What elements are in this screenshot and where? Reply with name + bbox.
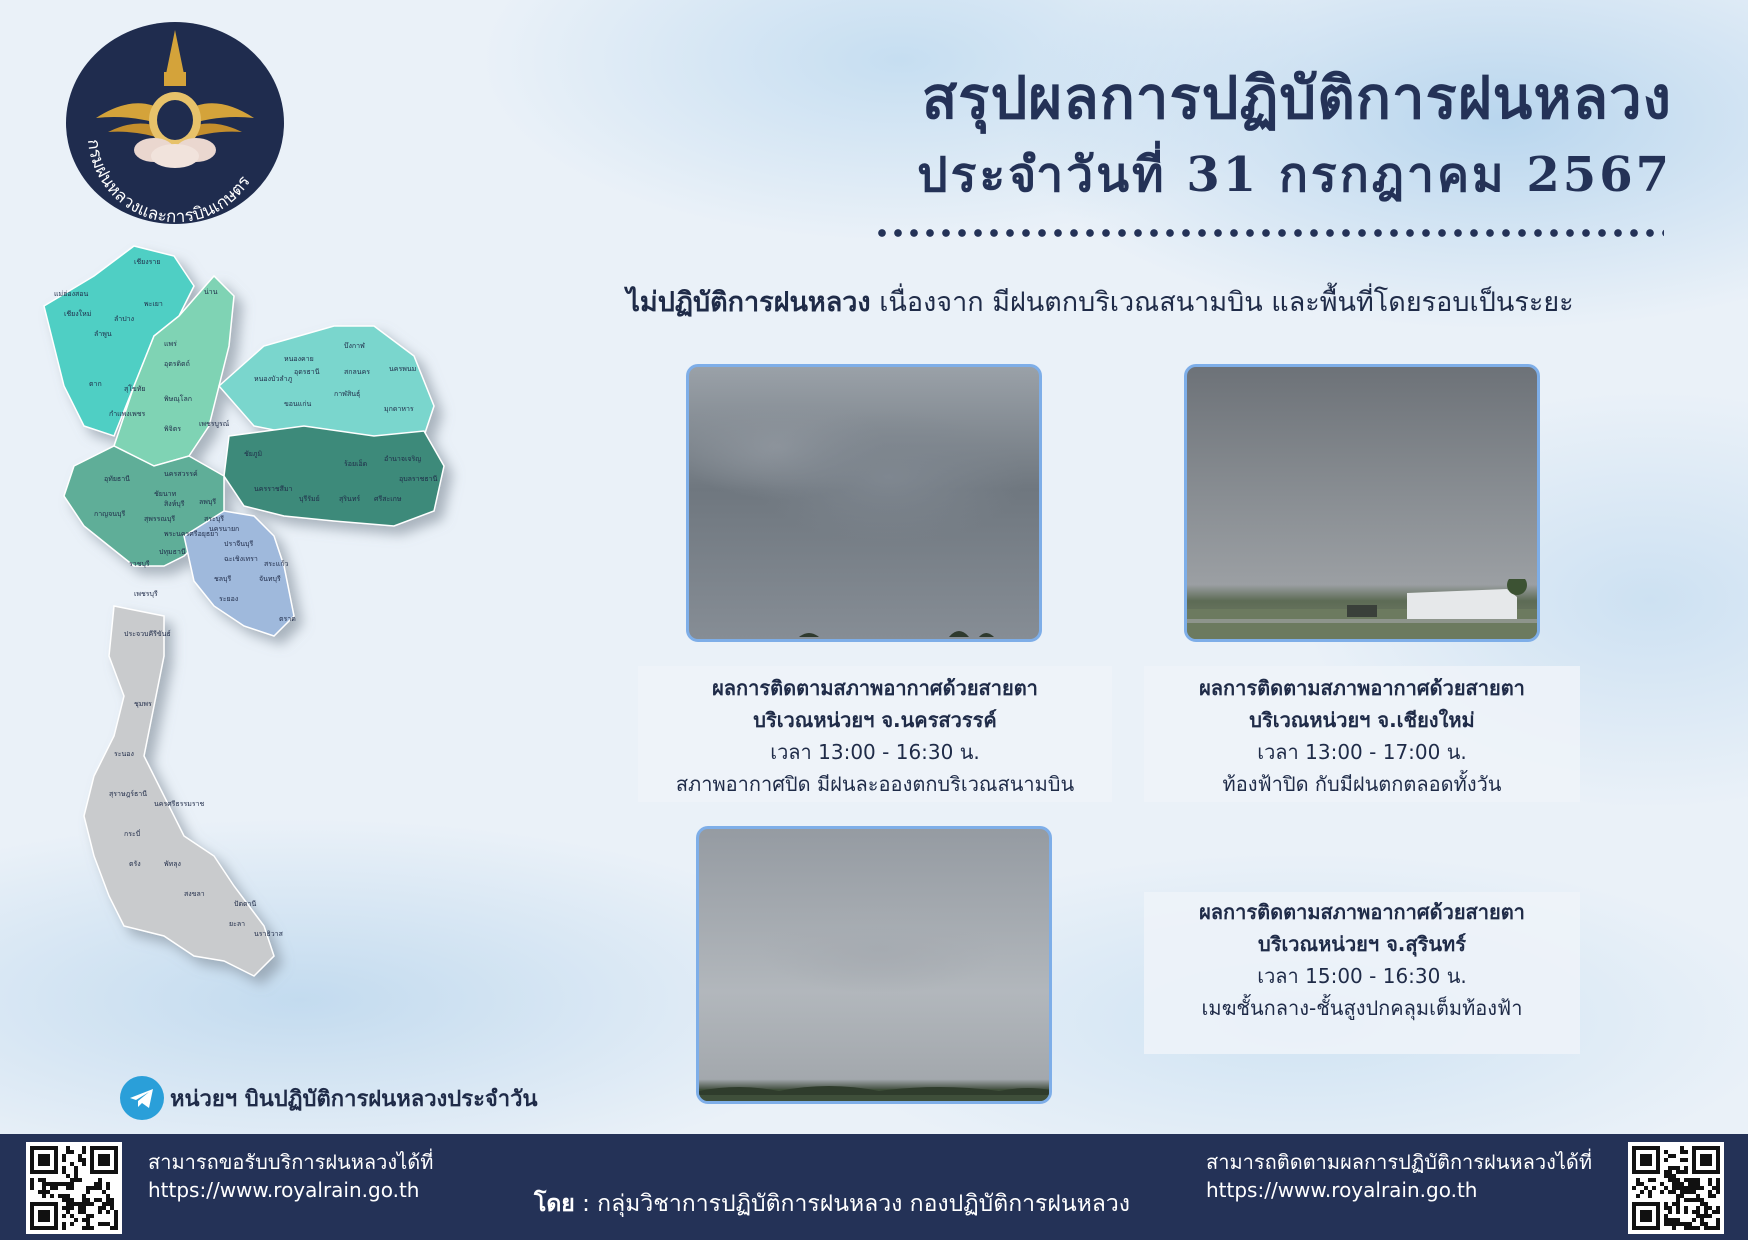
map-province-label: ประจวบคีรีขันธ์	[124, 630, 171, 638]
map-province-label: อุดรธานี	[294, 368, 320, 376]
footer-right-line: สามารถติดตามผลการปฏิบัติการฝนหลวงได้ที่	[1206, 1150, 1593, 1174]
map-province-label: พิจิตร	[164, 425, 182, 433]
map-province-label: ฉะเชิงเทรา	[224, 555, 258, 563]
map-province-label: แพร่	[164, 340, 177, 348]
map-province-label: กาญจนบุรี	[94, 510, 126, 518]
caption-location: บริเวณหน่วยฯ จ.เชียงใหม่	[1249, 708, 1475, 732]
map-province-label: นครสวรรค์	[164, 470, 198, 478]
map-province-label: ระยอง	[219, 595, 239, 603]
map-province-label: พิษณุโลก	[164, 395, 193, 403]
photo-nakhon-sawan-sky	[686, 364, 1042, 642]
map-province-label: ตรัง	[129, 860, 141, 868]
caption-heading: ผลการติดตามสภาพอากาศด้วยสายตา	[1199, 900, 1525, 924]
qr-pattern	[1632, 1146, 1720, 1230]
caption-time: เวลา 13:00 - 17:00 น.	[1257, 740, 1467, 764]
map-province-label: อำนาจเจริญ	[384, 455, 422, 463]
map-province-label: สุพรรณบุรี	[144, 515, 176, 523]
qr-pattern	[30, 1146, 118, 1230]
map-province-label: หนองคาย	[284, 355, 314, 363]
thailand-map	[14, 236, 484, 1056]
footer-left-line: สามารถขอรับบริการฝนหลวงได้ที่	[148, 1150, 434, 1174]
page-title	[917, 60, 1672, 210]
map-province-label: ชลบุรี	[214, 575, 232, 583]
map-province-label: เพชรบุรี	[134, 590, 158, 598]
logo-text: กรมฝนหลวงและการบินเกษตร	[82, 138, 255, 224]
title-dotted-divider	[874, 228, 1664, 238]
map-province-label: ปราจีนบุรี	[224, 540, 254, 548]
notice-bold: ไม่ปฏิบัติการฝนหลวง	[626, 287, 871, 318]
map-province-label: ปทุมธานี	[159, 548, 186, 556]
map-province-label: ชัยนาท	[154, 490, 177, 498]
map-province-label: กระบี่	[124, 830, 141, 838]
caption-detail: ท้องฟ้าปิด กับมีฝนตกตลอดทั้งวัน	[1222, 772, 1502, 796]
title-line-2: ประจำวันที่ 31 กรกฎาคม 2567	[917, 147, 1672, 203]
map-province-label: ขอนแก่น	[284, 400, 312, 408]
caption-chiang-mai	[1144, 666, 1580, 802]
notice-text	[520, 280, 1680, 323]
map-province-label: ศรีสะเกษ	[374, 495, 402, 503]
photo-chiang-mai-airfield	[1184, 364, 1540, 642]
footer-by-label: โดย	[534, 1191, 575, 1217]
map-province-label: อุตรดิตถ์	[164, 360, 190, 368]
map-province-label: พะเยา	[144, 300, 163, 308]
map-province-label: หนองบัวลำภู	[254, 375, 293, 383]
caption-surin	[1144, 892, 1580, 1054]
map-province-label: ชัยภูมิ	[244, 450, 263, 458]
map-province-label: สุโขทัย	[124, 385, 146, 393]
map-province-label: เชียงราย	[134, 258, 161, 266]
map-province-label: นครราชสีมา	[254, 485, 293, 493]
map-province-label: นครพนม	[389, 365, 417, 373]
map-province-label: ชุมพร	[134, 700, 152, 708]
map-province-label: พัทลุง	[164, 860, 181, 868]
map-province-label: จันทบุรี	[259, 575, 281, 583]
map-province-label: ตราด	[279, 615, 296, 623]
map-province-label: บึงกาฬ	[344, 342, 365, 350]
caption-detail: สภาพอากาศปิด มีฝนละอองตกบริเวณสนามบิน	[675, 772, 1075, 796]
map-province-label: สุรินทร์	[339, 495, 361, 503]
footer-by-text: : กลุ่มวิชาการปฏิบัติการฝนหลวง กองปฏิบัติการฝนหลวง	[574, 1191, 1130, 1217]
map-province-label: นครศรีธรรมราช	[154, 800, 205, 808]
footer-bar	[0, 1134, 1748, 1240]
map-province-label: สระแก้ว	[264, 560, 289, 568]
map-province-label: แม่ฮ่องสอน	[54, 290, 89, 298]
footer-left-text	[148, 1148, 433, 1204]
title-line-1: สรุปผลการปฏิบัติการฝนหลวง	[921, 64, 1672, 132]
map-province-label: เชียงใหม่	[64, 310, 92, 318]
map-province-label: ราชบุรี	[129, 560, 150, 568]
map-province-label: อุบลราชธานี	[399, 475, 438, 483]
map-province-label: ร้อยเอ็ด	[344, 460, 368, 468]
map-province-label: สิงห์บุรี	[164, 500, 185, 508]
map-province-label: กำแพงเพชร	[109, 410, 146, 418]
map-province-label: สระบุรี	[204, 515, 224, 523]
telegram-label: หน่วยฯ บินปฏิบัติการฝนหลวงประจำวัน	[170, 1086, 538, 1112]
caption-time: เวลา 15:00 - 16:30 น.	[1257, 964, 1467, 988]
caption-heading: ผลการติดตามสภาพอากาศด้วยสายตา	[1199, 676, 1525, 700]
footer-right-text	[1206, 1148, 1592, 1204]
map-province-label: ปัตตานี	[234, 900, 257, 908]
footer-left-url[interactable]: https://www.royalrain.go.th	[148, 1178, 420, 1202]
map-region-north-east-upper	[219, 326, 434, 441]
footer-right-url[interactable]: https://www.royalrain.go.th	[1206, 1178, 1478, 1202]
notice-rest: เนื่องจาก มีฝนตกบริเวณสนามบิน และพื้นที่โดยรอบเป็นระยะ	[870, 287, 1574, 318]
map-province-label: น่าน	[204, 288, 218, 296]
map-province-label: พระนครศรีอยุธยา	[164, 530, 219, 538]
qr-code-follow-results[interactable]	[1628, 1142, 1724, 1234]
map-province-label: ระนอง	[114, 750, 134, 758]
caption-location: บริเวณหน่วยฯ จ.นครสวรรค์	[753, 708, 997, 732]
caption-heading: ผลการติดตามสภาพอากาศด้วยสายตา	[712, 676, 1038, 700]
map-province-label: กาฬสินธุ์	[334, 390, 361, 398]
map-province-label: บุรีรัมย์	[299, 495, 320, 503]
map-province-label: ยะลา	[229, 920, 246, 928]
photo-surin-sky	[696, 826, 1052, 1104]
map-province-label: สกลนคร	[344, 368, 371, 376]
telegram-link[interactable]	[120, 1076, 538, 1120]
map-province-label: ลำพูน	[94, 330, 112, 338]
map-province-label: เพชรบูรณ์	[199, 420, 230, 428]
map-province-label: ลพบุรี	[199, 498, 217, 506]
department-logo	[66, 22, 284, 224]
map-province-label: อุทัยธานี	[104, 475, 130, 483]
map-province-label: สุราษฎร์ธานี	[109, 790, 148, 798]
caption-time: เวลา 13:00 - 16:30 น.	[770, 740, 980, 764]
map-province-label: มุกดาหาร	[384, 405, 414, 413]
map-province-label: สงขลา	[184, 890, 205, 898]
logo-emblem	[66, 22, 284, 224]
map-province-label: ตาก	[89, 380, 102, 388]
caption-location: บริเวณหน่วยฯ จ.สุรินทร์	[1258, 932, 1466, 956]
caption-nakhon-sawan	[638, 666, 1112, 802]
telegram-icon	[120, 1076, 164, 1120]
map-province-label: นครนายก	[209, 525, 240, 533]
caption-detail: เมฆชั้นกลาง-ชั้นสูงปกคลุมเต็มท้องฟ้า	[1201, 996, 1523, 1020]
footer-credit	[534, 1186, 1130, 1222]
map-province-label: นราธิวาส	[254, 930, 283, 938]
map-province-label: ลำปาง	[114, 315, 135, 323]
qr-code-request-service[interactable]	[26, 1142, 122, 1234]
